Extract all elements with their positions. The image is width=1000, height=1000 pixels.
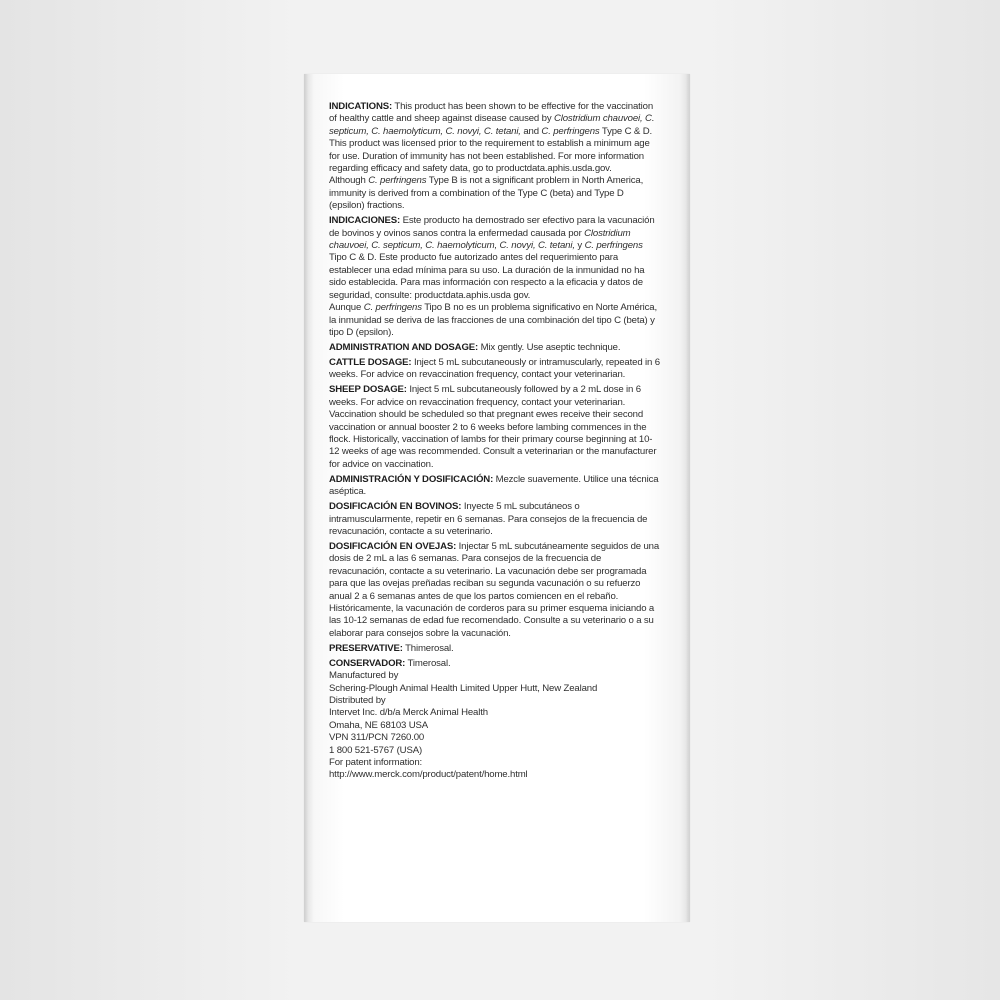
cattle-dosage-heading: CATTLE DOSAGE: [329, 356, 412, 368]
distributor-name: Intervet Inc. d/b/a Merck Animal Health [329, 707, 488, 719]
indicaciones-heading: INDICACIONES: [329, 215, 401, 227]
vpn-pcn-code: VPN 311/PCN 7260.00 [329, 732, 425, 744]
indicaciones-note-species: C. perfringens [363, 302, 422, 314]
conservador-text: Timerosal. [405, 657, 451, 669]
indications-text-3: Type C & D. This product was licensed prior to the requirement to establish a minimum age for use. Duration of immunity has not been established. For more information regarding efficacy and safety data, go to productdata.aphis.usda.gov. [329, 125, 652, 175]
ovejas-heading: DOSIFICACIÓN EN OVEJAS: [329, 540, 457, 552]
administracion-section [329, 474, 661, 499]
administracion-heading: ADMINISTRACIÓN Y DOSIFICACIÓN: [329, 473, 494, 485]
indicaciones-section [329, 215, 661, 339]
conservador-section [329, 658, 661, 670]
administration-text: Mix gently. Use aseptic technique. [478, 341, 621, 353]
conservador-heading: CONSERVADOR: [329, 657, 406, 669]
indicaciones-note-pre: Aunque [329, 302, 364, 314]
cattle-dosage-section [329, 357, 661, 382]
indications-note-pre: Although [329, 175, 369, 187]
manufactured-by-label: Manufactured by [329, 670, 399, 682]
box-left-edge [304, 74, 308, 922]
sheep-dosage-section [329, 384, 661, 471]
bovinos-section [329, 501, 661, 538]
indications-species-1: Clostridium chauvoei, C. septicum, C. haemolyticum, C. novyi, C. tetani, [329, 113, 655, 137]
indicaciones-text-1: Este producto ha demostrado ser efectivo para la vacunación de bovinos y ovinos sanos contra la enfermedad causada por [329, 215, 655, 239]
preservative-text: Thimerosal. [402, 642, 454, 654]
indicaciones-text-3: Tipo C & D. Este producto fue autorizado antes del requerimiento para establecer una edad mínima para su uso. La duración de la inmunidad no ha sido establecida. Para mas información con respecto a la eficacia y datos de seguridad, consulte: productdata.aphis.usda gov. [329, 252, 645, 301]
manufacturer-name: Schering-Plough Animal Health Limited Upper Hutt, New Zealand [329, 682, 598, 694]
indicaciones-species-1: Clostridium chauvoei, C. septicum, C. haemolyticum, C. novyi, C. tetani, [329, 227, 631, 252]
indications-text-2: and [520, 125, 542, 137]
label-text-block [329, 101, 661, 782]
patent-url: http://www.merck.com/product/patent/home.html [329, 769, 528, 781]
indications-text-1: This product has been shown to be effective for the vaccination of healthy cattle and sheep against disease caused by [329, 101, 654, 125]
preservative-heading: PRESERVATIVE: [329, 642, 403, 654]
sheep-dosage-text: Inject 5 mL subcutaneously followed by a 2 mL dose in 6 weeks. For advice on revaccination frequency, contact your veterinarian. Vaccination should be scheduled so that pregnant ewes receive their second vaccination or annual booster 2 to 6 weeks before lambing commences in the flock. Historically, vaccination of lambs for their primary course beginning at 10-12 weeks of age was recommended. Consult a veterinarian or the manufacturer for advice on vaccination. [329, 384, 657, 470]
bovinos-text: Inyecte 5 mL subcutáneos o intramuscularmente, repetir en 6 semanas. Para consejos de la frecuencia de revacunación, contacte a su veterinario. [329, 501, 648, 537]
indications-note-species: C. perfringens [368, 175, 427, 187]
distributed-by-label: Distributed by [329, 695, 386, 707]
patent-info-label: For patent information: [329, 757, 423, 769]
indications-species-2: C. perfringens [541, 125, 600, 137]
indicaciones-text-2: y [574, 240, 585, 252]
ovejas-text: Injectar 5 mL subcutáneamente seguidos de una dosis de 2 mL a las 6 semanas. Para consejos de la frecuencia de revacunación, contacte a su veterinario. La vacunación debe ser programada para que las ovejas preñadas reciban su segunda vacunación o su refuerzo anual 2 a 6 semanas antes de que los partos comiencen en el rebaño. Históricamente, la vacunación de corderos para su primer esquema iniciando a las 10-12 semanas de edad fue recomendado. Consulte a su veterinario o a su elaborar para consejos sobre la vacunación. [329, 540, 660, 639]
manufacturer-info [329, 670, 661, 782]
administration-heading: ADMINISTRATION AND DOSAGE: [329, 341, 479, 353]
administration-section [329, 342, 661, 354]
box-right-edge [686, 74, 690, 922]
bovinos-heading: DOSIFICACIÓN EN BOVINOS: [329, 501, 462, 513]
cattle-dosage-text: Inject 5 mL subcutaneously or intramuscularly, repeated in 6 weeks. For advice on revaccination frequency, contact your veterinarian. [329, 356, 660, 381]
indicaciones-note-post: Tipo B no es un problema significativo en Norte América, la inmunidad se deriva de las fracciones de una combinación del tipo C (beta) y tipo D (epsilon). [329, 302, 658, 338]
preservative-section [329, 643, 661, 655]
indications-section [329, 101, 661, 213]
sheep-dosage-heading: SHEEP DOSAGE: [329, 384, 407, 396]
indicaciones-species-2: C. perfringens [584, 240, 643, 252]
administracion-text: Mezcle suavemente. Utilice una técnica aséptica. [329, 473, 659, 498]
phone-number: 1 800 521-5767 (USA) [329, 744, 422, 756]
ovejas-section [329, 541, 661, 640]
distributor-address: Omaha, NE 68103 USA [329, 719, 429, 731]
indications-heading: INDICATIONS: [329, 101, 393, 112]
indications-note-post: Type B is not a significant problem in North America, immunity is derived from a combination of the Type C (beta) and Type D (epsilon) fractions. [329, 175, 644, 212]
